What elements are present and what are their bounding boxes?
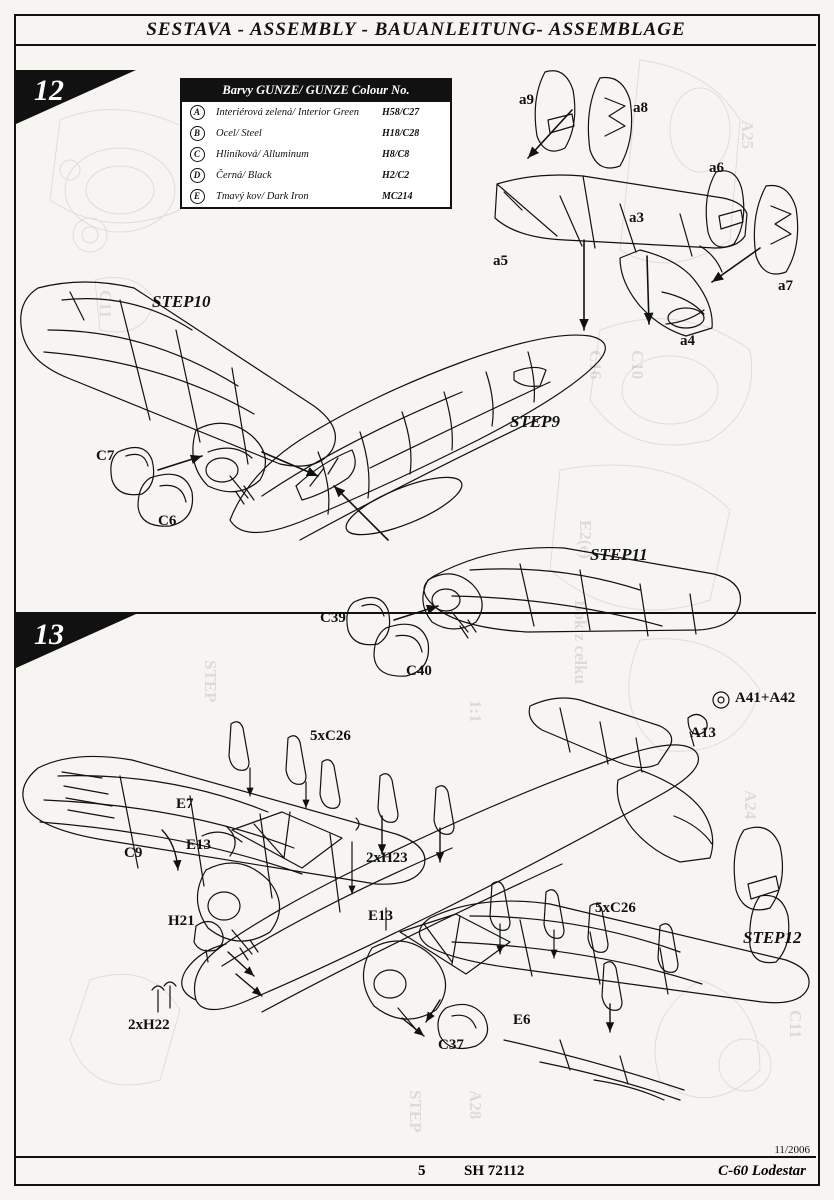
colour-name-cell: Tmavý kov/ Dark Iron (216, 191, 309, 202)
table-row (182, 102, 450, 123)
colour-table-heading: Barvy GUNZE/ GUNZE Colour No. (182, 80, 450, 102)
svg-text:C11: C11 (96, 290, 115, 319)
part-label-2xh22: 2xH22 (128, 1017, 170, 1033)
colour-value-cell: H58/C27 (382, 107, 420, 118)
part-label-e13-b: E13 (368, 908, 394, 924)
part-label-a41-a42: A41+A42 (735, 690, 796, 706)
part-label-a5: a5 (493, 253, 508, 269)
svg-text:A28: A28 (466, 1090, 485, 1120)
colour-value-cell: MC214 (382, 191, 413, 202)
table-row (182, 123, 450, 144)
svg-text:C11: C11 (786, 1010, 805, 1039)
step-label-step10: STEP10 (152, 292, 211, 311)
part-label-2xh23: 2xH23 (366, 850, 408, 866)
step-label-step11: STEP11 (590, 545, 648, 564)
part-label-a4: a4 (680, 333, 695, 349)
page-number: 5 (418, 1162, 426, 1179)
svg-text:Bok z celku: Bok z celku (571, 600, 590, 685)
svg-text:E2(e): E2(e) (576, 520, 595, 559)
svg-text:A24: A24 (741, 790, 760, 820)
part-label-e7: E7 (176, 796, 194, 812)
svg-text:A25: A25 (738, 120, 757, 150)
part-label-a8: a8 (633, 100, 648, 116)
colour-name-cell: Černá/ Black (216, 170, 272, 181)
table-row (182, 144, 450, 165)
part-label-a7: a7 (778, 278, 793, 294)
step-number-12 (16, 70, 136, 124)
part-label-a13: A13 (690, 725, 716, 741)
table-row (182, 186, 450, 207)
svg-text:1:1: 1:1 (466, 700, 485, 723)
step-label-step9: STEP9 (510, 412, 561, 431)
header-title: SESTAVA - ASSEMBLY - BAUANLEITUNG- ASSEMBLAGE (146, 19, 686, 40)
colour-code-cell: D (182, 165, 212, 186)
svg-text:C16: C16 (586, 350, 605, 380)
colour-value-cell: H18/C28 (382, 128, 420, 139)
colour-code-cell: C (182, 144, 212, 165)
step-number-13 (16, 614, 136, 668)
part-label-a3: a3 (629, 210, 644, 226)
part-label-5xc26-b: 5xC26 (595, 900, 636, 916)
colour-name-cell: Ocel/ Steel (216, 128, 262, 139)
kit-number: SH 72112 (464, 1162, 525, 1179)
table-row (182, 165, 450, 186)
step-number-13-label: 13 (34, 618, 64, 651)
part-label-h21: H21 (168, 913, 195, 929)
section-divider (16, 612, 816, 614)
page-footer (16, 1156, 816, 1184)
svg-text:STEP: STEP (201, 660, 220, 703)
part-label-c7: C7 (96, 448, 115, 464)
part-label-e13-a: E13 (186, 837, 212, 853)
gunze-colour-table (180, 78, 452, 209)
part-label-c39: C39 (320, 610, 346, 626)
svg-text:C10: C10 (628, 350, 647, 380)
step-number-12-label: 12 (34, 74, 64, 107)
colour-value-cell: H8/C8 (382, 149, 410, 160)
print-date: 11/2006 (774, 1144, 810, 1156)
part-label-c40: C40 (406, 663, 432, 679)
colour-table-body (182, 102, 450, 207)
svg-text:STEP: STEP (406, 1090, 425, 1133)
colour-code-cell: E (182, 186, 212, 207)
colour-code-cell: A (182, 102, 212, 123)
part-label-c37: C37 (438, 1037, 464, 1053)
colour-value-cell: H2/C2 (382, 170, 410, 181)
colour-code-cell: B (182, 123, 212, 144)
model-name: C-60 Lodestar (718, 1162, 806, 1179)
part-label-c6: C6 (158, 513, 177, 529)
part-label-a6: a6 (709, 160, 724, 176)
step-label-step12: STEP12 (743, 928, 802, 947)
colour-name-cell: Interiérová zelená/ Interior Green (216, 107, 359, 118)
page-header (16, 16, 816, 46)
colour-name-cell: Hliníková/ Alluminum (216, 149, 309, 160)
part-label-e6: E6 (513, 1012, 531, 1028)
part-label-5xc26-a: 5xC26 (310, 728, 351, 744)
part-label-a9: a9 (519, 92, 534, 108)
part-label-c9: C9 (124, 845, 143, 861)
